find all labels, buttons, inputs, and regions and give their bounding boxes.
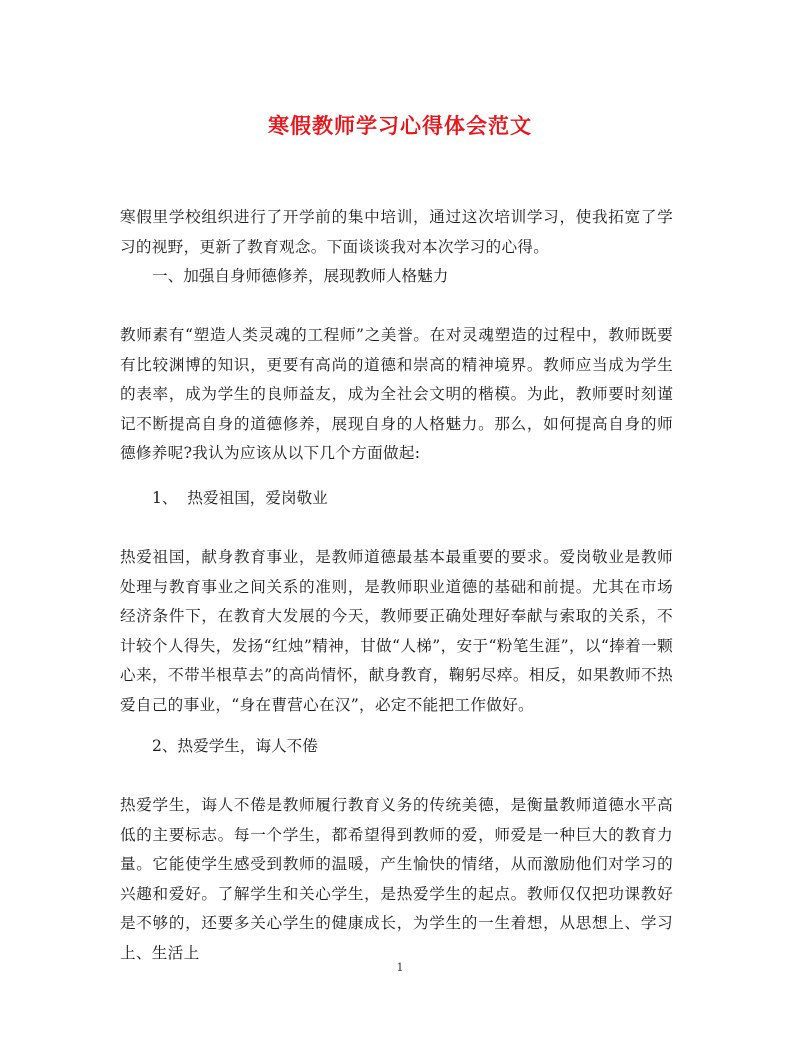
section1-paragraph <box>120 321 673 469</box>
item2-heading: 2、热爱学生，诲人不倦 <box>152 737 318 755</box>
item2-paragraph <box>120 791 673 968</box>
intro-text: 寒假里学校组织进行了开学前的集中培训，通过这次培训学习，使我拓宽了学习的视野，更新了教育观念。下面谈谈我对本次学习的心得。 <box>120 208 673 256</box>
document-title: 寒假教师学习心得体会范文 <box>268 113 532 138</box>
section1-heading: 一、加强自身师德修养，展现教师人格魅力 <box>152 267 449 285</box>
item1-heading: 1、 热爱祖国，爱岗敬业 <box>152 489 328 507</box>
page-number: 1 <box>396 961 404 974</box>
item1-text: 热爱祖国，献身教育事业，是教师道德最基本最重要的要求。爱岗敬业是教师处理与教育事业之间关系的准则，是教师职业道德的基础和前提。尤其在市场经济条件下，在教育大发展的今天，教师要正确处理好奉献与索取的关系，不计较个人得失，发扬“红烛”精神，甘做“人梯”，安于“粉笔生涯”，以“捧着一颗心来，不带半根草去”的高尚情怀，献身教育，鞠躬尽瘁。相反，如果教师不热爱自己的事业，“身在曹营心在汉”，必定不能把工作做好。 <box>120 548 673 714</box>
intro-paragraph <box>120 203 673 262</box>
item1-paragraph <box>120 543 673 720</box>
section1-text: 教师素有“塑造人类灵魂的工程师”之美誉。在对灵魂塑造的过程中，教师既要有比较渊博的知识，更要有高尚的道德和崇高的精神境界。教师应当成为学生的表率，成为学生的良师益友，成为全社会文明的楷模。为此，教师要时刻谨记不断提高自身的道德修养，展现自身的人格魅力。那么，如何提高自身的师德修养呢?我认为应该从以下几个方面做起: <box>120 326 673 462</box>
item2-text: 热爱学生，诲人不倦是教师履行教育义务的传统美德，是衡量教师道德水平高低的主要标志。每一个学生，都希望得到教师的爱，师爱是一种巨大的教育力量。它能使学生感受到教师的温暖，产生愉快的情绪，从而激励他们对学习的兴趣和爱好。了解学生和关心学生，是热爱学生的起点。教师仅仅把功课教好是不够的，还要多关心学生的健康成长，为学生的一生着想，从思想上、学习上、生活上 <box>120 796 673 962</box>
